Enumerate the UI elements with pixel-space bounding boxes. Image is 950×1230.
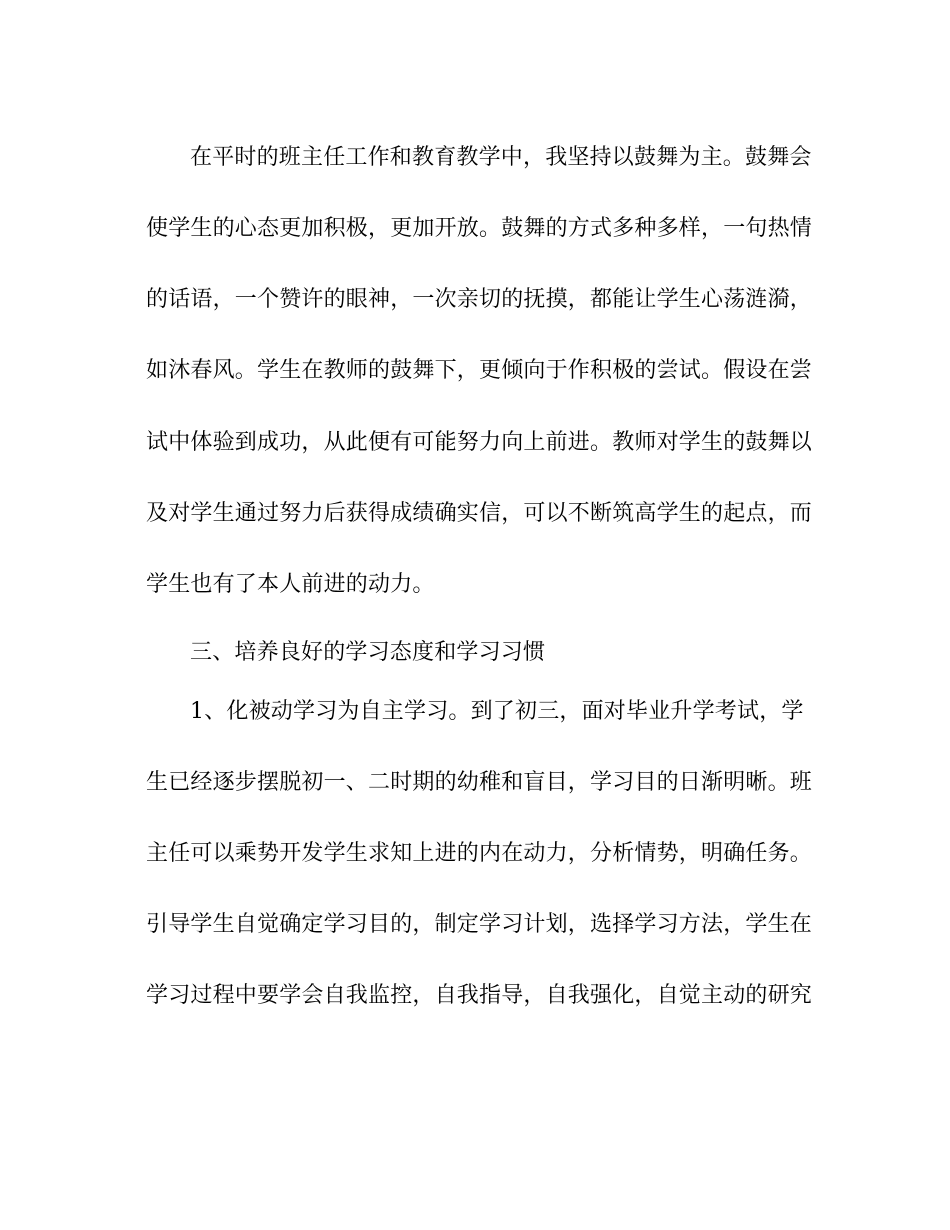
paragraph-line: 如沐春风。学生在教师的鼓舞下，更倾向于作积极的尝试。假设在尝 <box>146 358 813 383</box>
paragraph-line: 学生也有了本人前进的动力。 <box>146 572 435 597</box>
paragraph-line: 试中体验到成功，从此便有可能努力向上前进。教师对学生的鼓舞以 <box>146 430 813 455</box>
paragraph-line: 的话语，一个赞许的眼神，一次亲切的抚摸，都能让学生心荡涟漪， <box>146 287 813 312</box>
paragraph-line: 使学生的心态更加积极，更加开放。鼓舞的方式多种多样，一句热情 <box>146 216 813 241</box>
paragraph-line: 生已经逐步摆脱初一、二时期的幼稚和盲目，学习目的日渐明晰。班 <box>146 770 813 795</box>
paragraph-line: 1、化被动学习为自主学习。到了初三，面对毕业升学考试，学 <box>190 699 804 724</box>
section-heading: 三、培养良好的学习态度和学习习惯 <box>190 640 546 665</box>
paragraph-line: 主任可以乘势开发学生求知上进的内在动力，分析情势，明确任务。 <box>146 841 813 866</box>
paragraph-line: 引导学生自觉确定学习目的，制定学习计划，选择学习方法，学生在 <box>146 912 813 937</box>
paragraph-line: 学习过程中要学会自我监控，自我指导，自我强化，自觉主动的研究 <box>146 983 813 1008</box>
paragraph-line: 及对学生通过努力后获得成绩确实信，可以不断筑高学生的起点，而 <box>146 501 813 526</box>
paragraph-line: 在平时的班主任工作和教育教学中，我坚持以鼓舞为主。鼓舞会 <box>190 145 812 170</box>
